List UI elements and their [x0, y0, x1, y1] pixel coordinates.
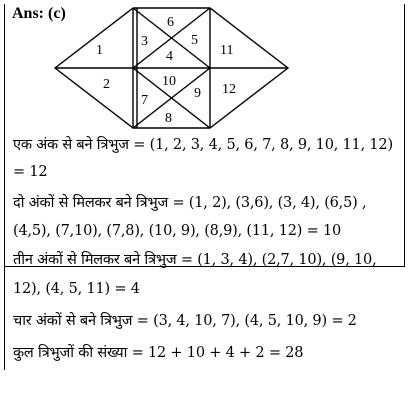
solution-line: (4,5), (7,10), (7,8), (10, 9), (8,9), (11, 12) = 10	[13, 223, 342, 239]
region-label: 12	[222, 82, 236, 97]
solution-line: चार अंकों से बने त्रिभुज = (3, 4, 10, 7), (4, 5, 10, 9) = 2	[13, 313, 357, 329]
region-label: 7	[141, 93, 148, 108]
region-label: 6	[167, 15, 174, 30]
region-label: 9	[194, 86, 201, 101]
solution-line: कुल त्रिभुजों की संख्या = 12 + 10 + 4 + 2 = 28	[13, 345, 304, 361]
solution-line: = 12	[13, 164, 48, 180]
region-label: 1	[96, 43, 103, 58]
region-label: 8	[165, 111, 172, 126]
region-label: 11	[220, 43, 234, 58]
region-labels	[96, 15, 236, 126]
region-label: 5	[191, 33, 198, 48]
region-label: 3	[141, 34, 148, 49]
region-label: 2	[103, 77, 110, 92]
triangle-figure	[0, 0, 417, 130]
solution-line: तीन अंकों से मिलकर बने त्रिभुज = (1, 3, 4), (2,7, 10), (9, 10,	[13, 252, 377, 268]
region-label: 10	[162, 74, 176, 89]
solution-line: एक अंक से बने त्रिभुज = (1, 2, 3, 4, 5, 6, 7, 8, 9, 10, 11, 12)	[13, 137, 393, 153]
solution-line: दो अंकों से मिलकर बने त्रिभुज = (1, 2), (3,6), (3, 4), (6,5) ,	[13, 195, 367, 211]
answer-label: Ans: (c)	[12, 5, 66, 22]
solution-line: 12), (4, 5, 11) = 4	[13, 281, 140, 297]
region-label: 4	[166, 49, 173, 64]
